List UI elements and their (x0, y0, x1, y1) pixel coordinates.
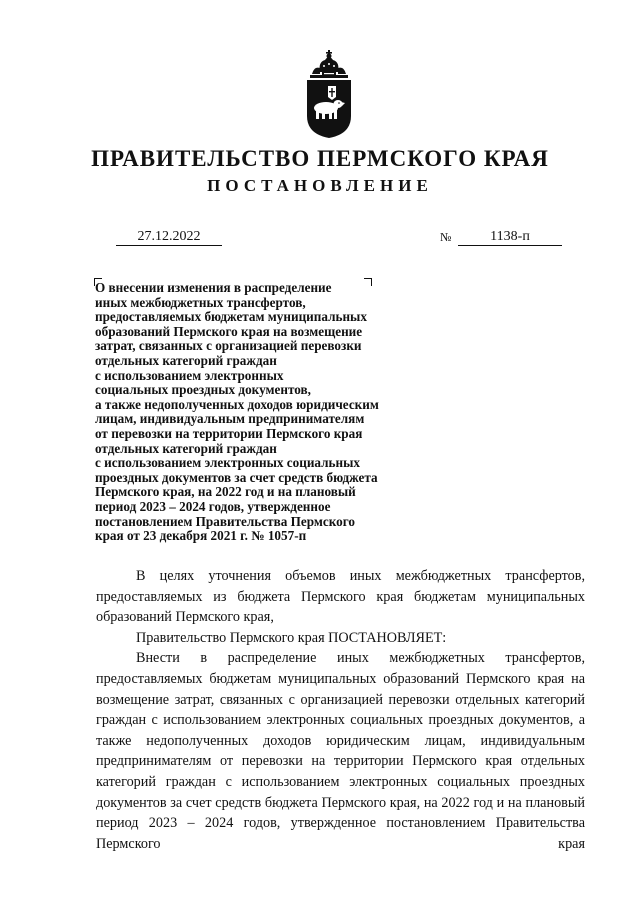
subject-line: предоставляемых бюджетам муниципальных (95, 309, 367, 325)
subject-line: края от 23 декабря 2021 г. № 1057-п (95, 528, 307, 544)
subject-line: иных межбюджетных трансфертов, (95, 294, 306, 310)
number-sign: № (440, 230, 452, 244)
body-paragraph-resolution: Правительство Пермского края ПОСТАНОВЛЯЕТ: (136, 629, 447, 646)
subject-line: социальных проездных документов, (95, 382, 311, 398)
document-body (96, 566, 585, 854)
subject-line: отдельных категорий граждан (95, 352, 277, 368)
document-subject (95, 281, 435, 544)
body-paragraph-amendment: Внести в распределение иных межбюджетных трансфертов, предоставляемых бюджетам муниципальных образований Пермского края на возмещение затрат, связанных с организацией перевозки отдельных категорий граждан с использованием электронных социальных проездных документов, а также недополученных доходов юридическим лицам, индивидуальным предпринимателям от перевозки на территории Пермского края отдельных категорий граждан с использованием электронных социальных проездных документов за счет средств бюджета Пермского края, на 2022 год и на плановый период 2023 – 2024 годов, утвержденное постановлением Правительства Пермского края (96, 650, 585, 852)
subject-line: Пермского края, на 2022 год и на плановый (95, 484, 356, 500)
subject-line: О внесении изменения в распределение (95, 280, 332, 295)
subject-line: с использованием электронных социальных (95, 455, 360, 471)
subject-line: от перевозки на территории Пермского края (95, 425, 363, 441)
subject-line: лицам, индивидуальным предпринимателям (95, 411, 365, 427)
subject-line: с использованием электронных (95, 367, 284, 383)
government-title: ПРАВИТЕЛЬСТВО ПЕРМСКОГО КРАЯ (91, 146, 549, 171)
document-number: 1138-п (458, 228, 562, 246)
subject-line: отдельных категорий граждан (95, 440, 277, 456)
subject-line: а также недополученных доходов юридическим (95, 396, 379, 412)
subject-line: проездных документов за счет средств бюджета (95, 469, 378, 485)
subject-line: затрат, связанных с организацией перевозки (95, 338, 362, 354)
document-type: ПОСТАНОВЛЕНИЕ (207, 176, 433, 195)
document-date: 27.12.2022 (116, 228, 222, 246)
subject-line: период 2023 – 2024 годов, утвержденное (95, 498, 331, 514)
subject-line: образований Пермского края на возмещение (95, 323, 363, 339)
subject-line: постановлением Правительства Пермского (95, 513, 355, 529)
perm-krai-coat-of-arms-icon (298, 48, 360, 140)
body-paragraph-purpose: В целях уточнения объемов иных межбюджетных трансфертов, предоставляемых из бюджета Пермского края бюджетам муниципальных образований Пермского края, (96, 568, 585, 626)
